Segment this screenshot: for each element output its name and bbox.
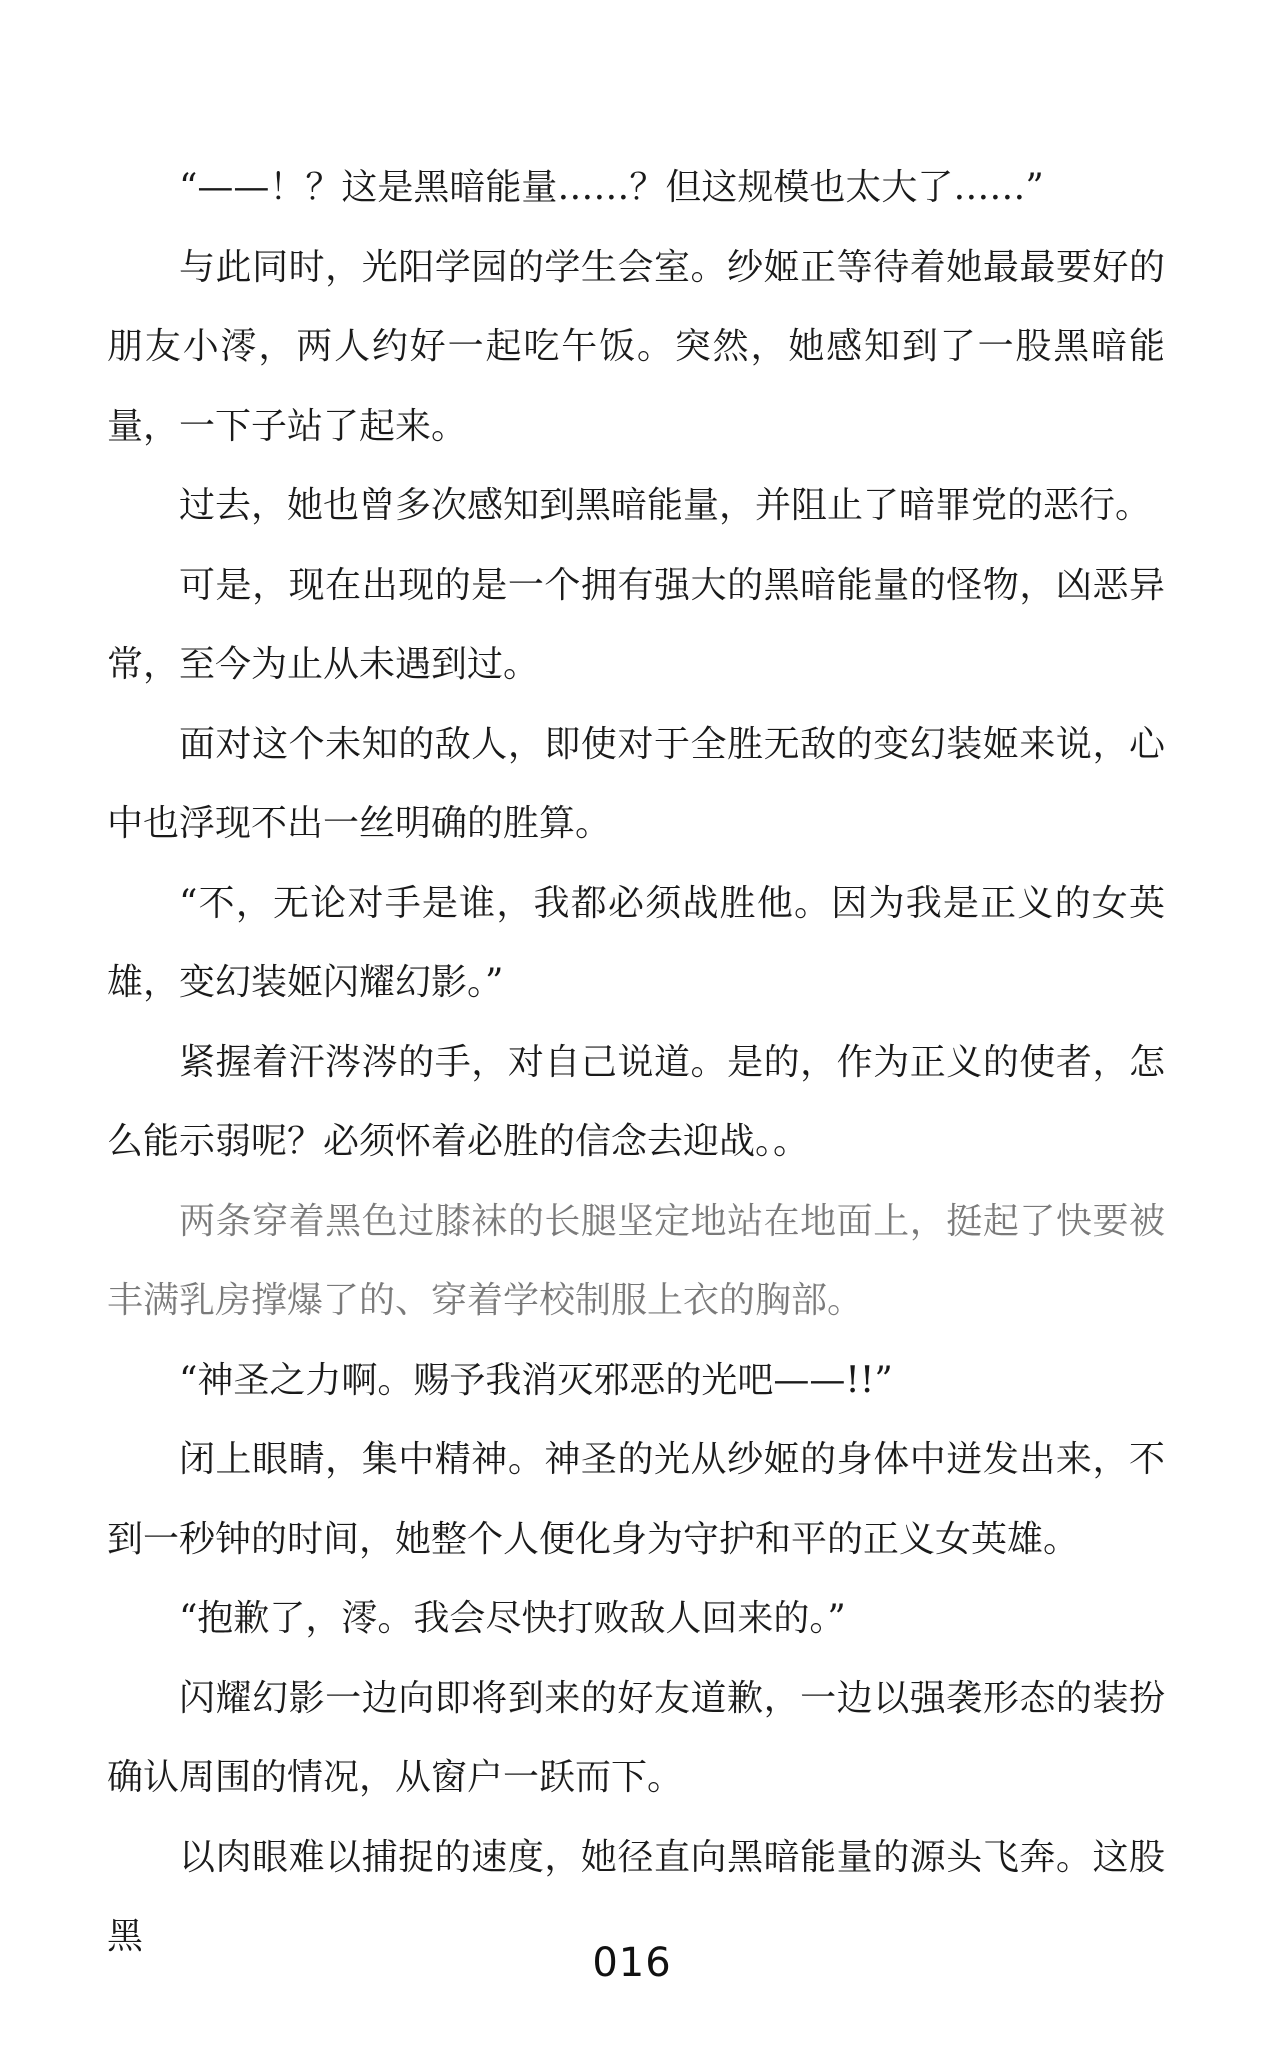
paragraph: 过去，她也曾多次感知到黑暗能量，并阻止了暗罪党的恶行。 [179, 485, 1152, 526]
paragraph: “——！？这是黑暗能量……？但这规模也太大了……” [179, 167, 1044, 208]
page-number: 016 [592, 1940, 672, 1986]
paragraph: 与此同时，光阳学园的学生会室。纱姬正等待着她最最要好的朋友小澪，两人约好一起吃午饭。突然，她感知到了一股黑暗能量，一下子站了起来。 [107, 246, 1165, 447]
body-text [107, 148, 1165, 1977]
paragraph: 闭上眼睛，集中精神。神圣的光从纱姬的身体中迸发出来，不到一秒钟的时间，她整个人便化身为守护和平的正义女英雄。 [107, 1439, 1165, 1560]
paragraph-faded: 两条穿着黑色过膝袜的长腿坚定地站在地面上，挺起了快要被丰满乳房撑爆了的、穿着学校制服上衣的胸部。 [107, 1200, 1165, 1321]
paragraph: 面对这个未知的敌人，即使对于全胜无敌的变幻装姬来说，心中也浮现不出一丝明确的胜算。 [107, 723, 1165, 844]
paragraph: 紧握着汗涔涔的手，对自己说道。是的，作为正义的使者，怎么能示弱呢？必须怀着必胜的信念去迎战。。 [107, 1041, 1165, 1162]
paragraph: “不，无论对手是谁，我都必须战胜他。因为我是正义的女英雄，变幻装姬闪耀幻影。” [107, 882, 1165, 1003]
paragraph: 以肉眼难以捕捉的速度，她径直向黑暗能量的源头飞奔。这股黑 [107, 1836, 1165, 1957]
paragraph: “神圣之力啊。赐予我消灭邪恶的光吧——!!” [179, 1359, 893, 1401]
paragraph: 可是，现在出现的是一个拥有强大的黑暗能量的怪物，凶恶异常，至今为止从未遇到过。 [107, 564, 1165, 685]
paragraph: “抱歉了，澪。我会尽快打败敌人回来的。” [179, 1598, 846, 1639]
paragraph: 闪耀幻影一边向即将到来的好友道歉，一边以强袭形态的装扮确认周围的情况，从窗户一跃而下。 [107, 1677, 1165, 1798]
